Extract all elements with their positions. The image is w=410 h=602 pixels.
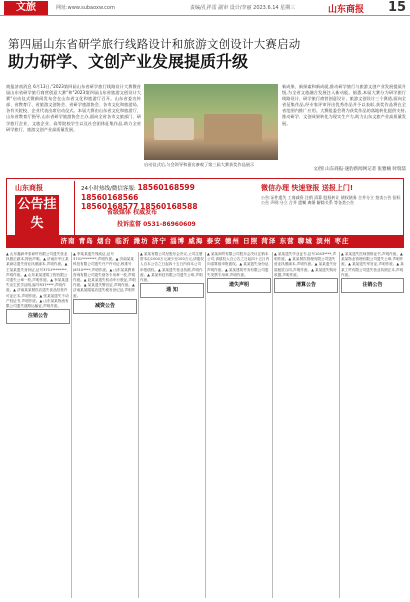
banner-label: 公告挂失 (15, 195, 59, 235)
page-header (0, 0, 410, 16)
classified-text: ▲ 某某有限公司经股东会决议,公司注册资本由1000万元减少至100万元,请债权人自本公告之日起四十五日内向本公司申报债权。▲ 某某遗失营业执照,声明作废。▲ 某某科技有限公司遗失公章,声明作废。 (140, 252, 204, 283)
banner-logo (9, 181, 75, 235)
classified-column (73, 252, 137, 598)
site-url[interactable]: 网址:www.subaoxw.com (56, 5, 115, 11)
article-title-line1: 第四届山东省研学旅行线路设计和旅游文创设计大赛启动 (8, 37, 301, 51)
banner-paper-name: 山东商报 (15, 184, 43, 192)
column-divider (71, 252, 72, 598)
photo-caption: 启动仪式后,与会领导和嘉宾参观了第三届大赛获奖作品展示 (144, 162, 255, 167)
notice-heading: 通 知 (166, 287, 178, 294)
article-photo (144, 84, 278, 160)
column-divider (138, 252, 139, 598)
notice-heading: 遗失声明 (228, 282, 249, 289)
classified-column (274, 252, 338, 598)
photo-figure (154, 118, 194, 140)
phone-number[interactable]: 18560168577 (81, 202, 139, 211)
notice-heading: 注销公告 (27, 313, 48, 320)
column-divider (339, 252, 340, 598)
notice-box (140, 283, 204, 298)
classified-column (6, 252, 70, 598)
classified-text: ▲ 某某商贸有限公司股东会决议注销本公司,请债权人自公告之日起四十五日内向清算组申报债权。▲ 某某遗失身份证,声明作废。▲ 某某建筑劳务有限公司遗失发票专用章,声明作废。 (207, 252, 270, 277)
classified-text: ▲ 某某遗失毕业证书,证号1043****,声明作废。▲ 某某餐饮管理有限公司遗失营业执照副本,声明作废。▲ 某某遗失房屋租赁合同,声明作废。▲ 某某遗失购房收据,声明作废。 (274, 252, 337, 277)
notice-box (6, 309, 70, 324)
page-meta: 责编/孔祥雷 副审 设计/李丽 2023.6.14 星期三 (190, 5, 296, 11)
photo-figure (204, 114, 262, 144)
article-title-line2: 助力研学、文创产业发展提质升级 (8, 52, 249, 71)
notice-banner (6, 178, 404, 248)
notice-heading: 减资公告 (94, 302, 115, 309)
phone-number[interactable]: 18560168566 (81, 192, 139, 202)
classified-column (140, 252, 204, 598)
hotline-label: 24小时热线/微信客服: (81, 186, 136, 192)
service-list: 公告:证件遗失 工商减资 注销 清算 股权转让 债权债务 合并分立 拍卖公告 招标公告 声明:分立 合并 遗嘱 离婚 解除关系 等各类公告 (261, 195, 401, 206)
banner-tagline: 省级媒体 权威发布 (107, 209, 158, 216)
classified-text: ▲ 李某某遗失残疾证,证号3701********,声明作废。▲ 济南某某科技有限公司遗失开户许可证,核准号J4510****,声明作废。▲ 山东某某教育咨询有限公司遗失财务专用章一枚,声明作废。▲ 赵某某遗失机动车行驶证,声明作废。▲ 某某遗失警官证,声明作废。▲ 济南某某服装店遗失税务登记证,声明作废。 (73, 252, 136, 298)
phone-number[interactable]: 18560168588 (140, 202, 198, 211)
notice-box (207, 278, 271, 293)
column-divider (205, 252, 206, 598)
notice-heading: 注销公告 (362, 282, 383, 289)
phone-number[interactable]: 18560168599 (137, 183, 195, 192)
notice-box (274, 278, 338, 293)
section-tag: 文旅 (4, 1, 48, 15)
classified-text: ▲ 某某遗失医师资格证书,声明作废。▲ 某某物业管理有限公司遗失公章,声明作废。▲ 某某遗失军官证,声明作废。▲ 某某工贸有限公司遗失营业执照正本,声明作废。 (341, 252, 404, 277)
classified-column (341, 252, 404, 598)
page-number: 15 (388, 0, 407, 15)
classified-text: ▲ 山东鑫润华泰商贸有限公司遗失营业执照正副本,特此声明。▲ 济南市中区某某商店遗失营业执照副本,声明作废。▲ 王某某遗失身份证,证号3701********,声明作废。▲ 山东某某建筑工程有限公司遗失公章一枚,声明作废。▲ 李某某遗失出生医学证明,编号R37****,声明作废。▲ 济南某某餐饮店遗失食品经营许可证正本,声明作废。▲ 张某某遗失不动产权证书,声明作废。▲ 山东某某物流有限公司遗失道路运输证,声明作废。 (6, 252, 69, 309)
paper-name: 山东商报 (328, 5, 365, 15)
article-body-left: 商报济南消息 6月13日,"2023第四届山东省研学旅行线路设计大赛暨首届山东省研学旅行商营创意大赛"和"2023第四届山东省旅游文创设计大赛"启动仪式暨新闻发布会在山东省文化和旅游厅召开。山东省委宣传部、省教育厅、省旅游文创协会、省研学旅游协会、各市文化和旅游局、各有关院校、企业代表出席启动仪式。本届大赛由山东省文化和旅游厅、山东省教育厅指导,山东省研学旅游协会主办,面向全省各市文旅部门、研学旅行企业、文旅企业、高等院校学生以及社会团体征集作品,助力全省研学旅行、旅游文创产业高质量发展。 (6, 84, 141, 132)
complaint-tel[interactable]: 投诉监督 0531-86960609 (117, 221, 196, 228)
notice-heading: 清算公告 (295, 282, 316, 289)
city-bar: 济南 青岛 烟台 临沂 潍坊 济宁 淄博 威海 泰安 德州 日照 菏泽 东营 聊城 滨州 枣庄 (7, 235, 403, 247)
column-divider (272, 252, 273, 598)
notice-box (341, 278, 404, 293)
wechat-slogan: 微信办理 快速登报 送报上门! (261, 184, 354, 192)
article-body-right: 新成果、新探索和新成就,推动研学旅行与旅游文创产业发展提质升级,为全省文旅融合发展注入新动能。据悉,本届大赛分为研学旅行线路设计、研学旅行商营创意设计、旅游文创设计三个赛道,面向全省征集作品,经专家评审评出优秀作品并予以表彰,获奖作品将在全省范围内推广应用。大赛组委会将为获奖作品的落地转化提供支持,推动研学、文创成果转化为现实生产力,助力山东文旅产业高质量发展。 (282, 84, 406, 126)
classified-column (207, 252, 271, 598)
notice-box (73, 299, 137, 314)
article-author: 文/图 山东商报·速豹新闻网记者 张雅楠 时瑞喆 (313, 167, 406, 172)
